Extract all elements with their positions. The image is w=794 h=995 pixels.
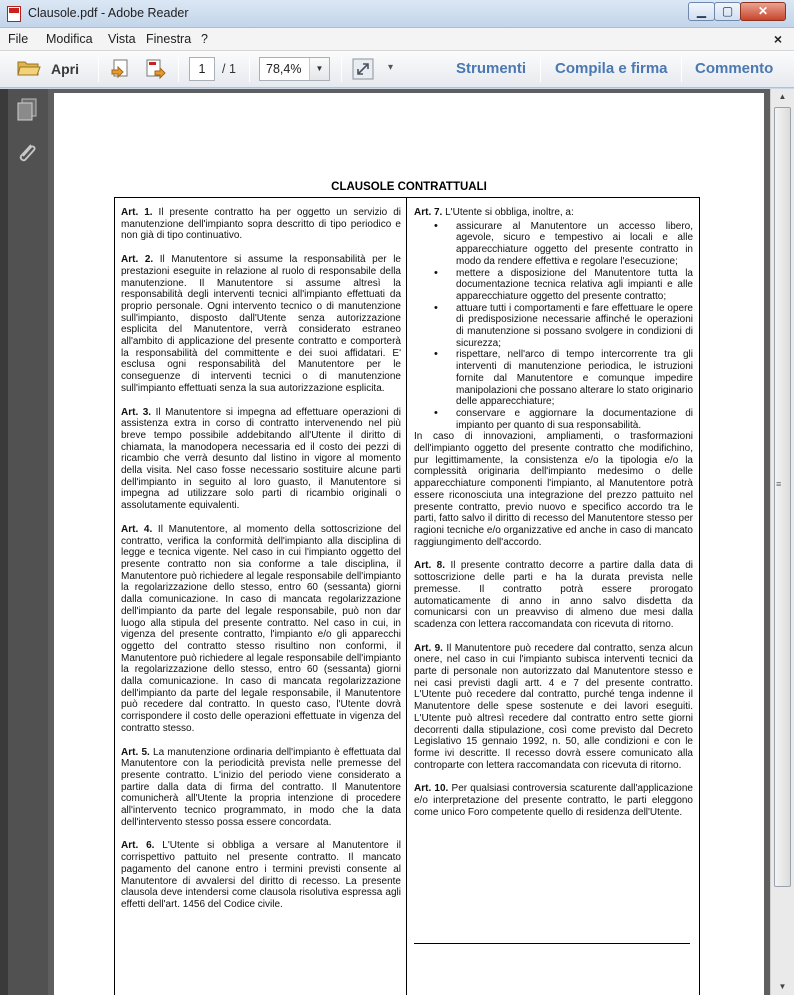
article-9: Art. 9. Il Manutentore può recedere dal contratto, senza alcun onere, nel caso in cui l'impianto subisca interventi tecnici da parte di personale non autorizzato dal Manutentore stesso e nei casi previsti dagli artt. 4 e 7 del presente contratto. L'Utente può recedere dal contratto, purché tenga indenne il Manutentore delle spese sostenute e dei lavori eseguiti. L'Utente può altresì recedere dal contratto entro sette giorni decorrenti dalla stipulazione, così come previsto dal Decreto Legislativo 15 gennaio 1992, n. 50, alle condizioni e con le forme ivi descritte. Il recesso dovrà essere comunicato alla controparte con lettera raccomandata con ricevuta di ritorno. — [414, 642, 693, 771]
close-document-button[interactable]: × — [773, 31, 782, 47]
document-view — [48, 89, 770, 995]
scroll-down-arrow-icon[interactable]: ▼ — [778, 982, 787, 991]
export-pdf-icon[interactable] — [144, 58, 166, 80]
toolbar-separator — [98, 57, 99, 82]
maximize-button[interactable]: ▢ — [714, 2, 741, 21]
toolbar-separator — [178, 57, 179, 82]
toolbar-separator — [540, 57, 541, 82]
window-title: Clausole.pdf - Adobe Reader — [28, 6, 189, 20]
page-number-input[interactable]: 1 — [189, 57, 215, 81]
scrollbar-thumb[interactable] — [774, 107, 791, 887]
pdf-app-icon — [7, 6, 21, 22]
commento-link[interactable]: Commento — [695, 60, 774, 77]
create-pdf-icon[interactable] — [110, 58, 132, 80]
menu-vista[interactable]: Vista — [108, 32, 136, 46]
vertical-scrollbar[interactable] — [770, 89, 794, 995]
article-8: Art. 8. Il presente contratto decorre a partire dalla data di sottoscrizione delle parti e ha la durata prevista nelle premesse. Il contratto potrà essere prorogato automaticamente di anno in anno salvo disdetta da comunicarsi con un preavviso di almeno due mesi dalla scadenza con lettera raccomandata con ricevuta di ritorno. — [414, 560, 693, 630]
column-divider — [406, 197, 407, 995]
toolbar-overflow-icon[interactable]: ▾ — [388, 62, 394, 73]
article-5: Art. 5. La manutenzione ordinaria dell'impianto è effettuata dal Manutentore con la periodicità prevista nelle premesse del presente contratto. L'inizio del periodo viene considerato a partire dalla data di firma del contratto. Il Manutentore comunicherà all'Utente la propria intenzione di procedere all'intervento tecnico programmato, in modo che la data dell'intervento stesso possa essere concordata. — [121, 746, 401, 828]
article-7: Art. 7. L'Utente si obbliga, inoltre, a: — [414, 207, 574, 218]
list-item: • rispettare, nell'arco di tempo intercorrente tra gli interventi di manutenzione periodica, le istruzioni fornite dal Manutentore e comunque impedire manipolazioni che possano alterare lo stato originario delle apparecchiature; — [414, 349, 693, 408]
scrollbar-grip-icon: ≡ — [776, 479, 782, 489]
list-item: • attuare tutti i comportamenti e fare effettuare le opere di predisposizione necessarie affinché le operazioni di manutenzione si possano svolgere in condizioni di sicurezza; — [414, 303, 693, 350]
attachment-icon[interactable] — [15, 141, 39, 165]
right-column — [414, 207, 693, 830]
zoom-value: 78,4% — [266, 62, 302, 76]
zoom-select[interactable] — [259, 57, 330, 81]
menu-finestra[interactable]: Finestra — [146, 32, 192, 46]
navigation-pane — [0, 89, 48, 995]
page-total-label: / 1 — [222, 62, 236, 76]
close-window-button[interactable]: ✕ — [740, 2, 786, 21]
left-column — [121, 207, 401, 923]
signature-line — [414, 943, 690, 944]
title-bar — [0, 0, 794, 28]
list-item: • mettere a disposizione del Manutentore tutta la documentazione tecnica relativa agli impianti e alle apparecchiature oggetto del presente contratto; — [414, 268, 693, 303]
article-7-closing: In caso di innovazioni, ampliamenti, o trasformazioni dell'impianto oggetto del presente contratto che modifichino, pur legittimamente, la consistenza e/o la tipologia e/o la complessità originaria dell'impianto medesimo o delle apparecchiature componenti l'impianto, al Manutentore potrà essere riconosciuta una integrazione del prezzo pattuito nel presente contratto, previo nuovo e specifico accordo tra le parti, fatto salvo il diritto di recesso del Manutentore stesso per ragioni tecniche e/o organizzative ed anche in caso di mancato raggiungimento dell'accordo. — [414, 431, 693, 548]
article-10: Art. 10. Per qualsiasi controversia scaturente dall'applicazione e/o interpretazione del presente contratto, le parti eleggono come unico Foro competente quello di residenza dell'Utente. — [414, 783, 693, 818]
navigation-pane-edge — [0, 89, 8, 995]
list-item: • assicurare al Manutentore un accesso libero, agevole, sicuro e tempestivo ai locali e alle apparecchiature oggetto del presente contratto in modo da rendere effettiva e regolare l'esecuzione; — [414, 221, 693, 268]
menu-file[interactable]: File — [8, 32, 29, 46]
compila-e-firma-link[interactable]: Compila e firma — [555, 60, 668, 77]
minimize-button[interactable]: ▁ — [688, 2, 715, 21]
article-2: Art. 2. Il Manutentore si assume la responsabilità per le prestazioni eseguite in relazione al ruolo di responsabile della manutenzione. Il Manutentore si assume altresì la responsabilità degli interventi tecnici all'impianto effettuati da proprio personale. Ogni intervento tecnico o di manutenzione sull'impianto, disposto dall'Utente senza autorizzazione esplicita del Manutentore, verrà considerato estraneo all'ambito di applicazione del presente contratto e comporterà la responsabilità del committente e dei suoi affidatari. E' esclusa ogni responsabilità del Manutentore per le conseguenze di interventi tecnici o di manutenzione sull'impianto effettuati senza la sua autorizzazione esplicita. — [121, 254, 401, 394]
article-4: Art. 4. Il Manutentore, al momento della sottoscrizione del contratto, verifica la conformità dell'impianto alla disciplina di legge e tecnica vigente. Nel caso in cui l'impianto oggetto del presente contratto non sia conforme a tale disciplina, il Manutentore può richiedere al legale responsabile dell'impianto la regolarizzazione dello stesso, entro 60 (sessanta) giorni dalla comunicazione. In caso di mancata regolarizzazione dell'impianto da parte del legale responsabile, può non dar luogo alla stipula del presente contratto. Nel caso in cui, in vigenza del presente contratto, l'impianto e/o gli apparecchi oggetto del contratto stesso risultino non conformi, il Manutentore può richiedere al legale responsabile dell'impianto la regolarizzazione dello stesso, entro 60 (sessanta) giorni dalla comunicazione. In caso di mancata regolarizzazione dell'impianto da parte del legale responsabile, il Manutentore può recedere dal contratto. In questo caso, l'Utente dovrà corrispondere il costo delle operazioni effettuate in vigenza del contratto stesso. — [121, 523, 402, 734]
toolbar — [0, 51, 794, 88]
open-button-label[interactable]: Apri — [51, 61, 79, 77]
menu-modifica[interactable]: Modifica — [46, 32, 93, 46]
page-thumbnails-icon[interactable] — [16, 98, 38, 122]
menu-help[interactable]: ? — [201, 32, 208, 46]
document-title: CLAUSOLE CONTRATTUALI — [331, 181, 487, 193]
article-1: Art. 1. Il presente contratto ha per oggetto un servizio di manutenzione dell'impianto sopra descritto di tipo periodico e non già di tipo continuativo. — [121, 207, 402, 242]
toolbar-separator — [249, 57, 250, 82]
chevron-down-icon[interactable]: ▼ — [309, 58, 329, 80]
article-7-list — [414, 221, 693, 432]
menu-bar — [0, 28, 794, 51]
scroll-up-arrow-icon[interactable]: ▲ — [778, 92, 787, 101]
fit-window-icon[interactable] — [352, 58, 374, 80]
list-item: • conservare e aggiornare la documentazione di impianto per quanto di sua responsabilità. — [414, 408, 693, 431]
strumenti-link[interactable]: Strumenti — [456, 60, 527, 77]
toolbar-separator — [681, 57, 682, 82]
pdf-page — [54, 93, 764, 995]
article-6: Art. 6. L'Utente si obbliga a versare al Manutentore il corrispettivo pattuito nel presente contratto. Il mancato pagamento del canone entro i termini previsti consente al Manutentore di avvalersi del diritto di recesso. La presente clausola deve intendersi come clausola risolutiva espressa agli effetti dell'art. 1456 del Codice civile. — [121, 840, 401, 910]
folder-open-icon[interactable] — [17, 59, 41, 77]
toolbar-separator — [341, 57, 342, 82]
article-3: Art. 3. Il Manutentore si impegna ad effettuare operazioni di assistenza extra in corso di contratto intervenendo nel più breve tempo possibile addebitando all'Utente il diritto di chiamata, la manodopera necessaria ed il costo dei pezzi di ricambio che verrà desunto dal listino in vigore al momento della visita. Nel caso fosse necessario sostituire alcune parti dell'impianto in seguito al loro guasto, il Manutentore si impegna ad utilizzare solo parti di ricambio originali o assolutamente equivalenti. — [121, 406, 401, 512]
